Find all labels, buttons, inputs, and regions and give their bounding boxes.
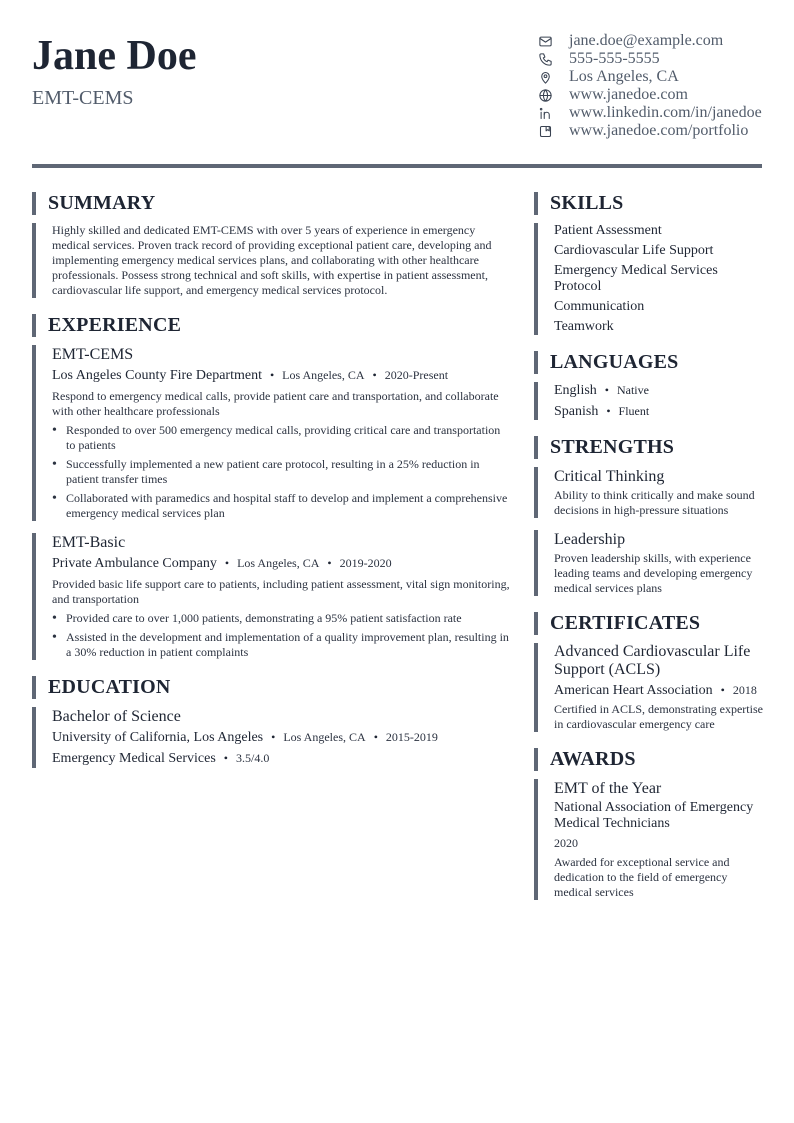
education-heading: EDUCATION bbox=[32, 676, 512, 699]
award-year: 2020 bbox=[554, 836, 578, 850]
certificate-meta-line: American Heart Association • 2018 bbox=[554, 683, 757, 698]
list-item: • Successfully implemented a new patient care protocol, resulting in a 25% reduction in patient transfer times bbox=[52, 457, 512, 487]
education-entry bbox=[32, 707, 512, 768]
strength-title: Critical Thinking bbox=[554, 468, 665, 485]
certificate-text: Certified in ACLS, demonstrating expertise in cardiovascular emergency care bbox=[554, 702, 763, 731]
job-company: Private Ambulance Company bbox=[52, 556, 217, 571]
education-field: Emergency Medical Services bbox=[52, 751, 216, 766]
certificates-heading: CERTIFICATES bbox=[534, 612, 766, 635]
summary-text: Highly skilled and dedicated EMT-CEMS with over 5 years of experience in emergency medical services. Proven track record of providing exceptional patient care, developing and implementing emergency medical services plans, and collaborating with other healthcare professionals. Possess strong technical and soft skills, with expertise in patient assessment, cardiovascular life support, and emergency medical services protocol. bbox=[52, 223, 492, 297]
candidate-role: EMT-CEMS bbox=[32, 87, 134, 109]
education-location: Los Angeles, CA bbox=[283, 730, 366, 744]
job-title: EMT-Basic bbox=[52, 534, 126, 551]
contact-website[interactable] bbox=[536, 86, 776, 104]
strength-entry bbox=[534, 467, 766, 518]
education-field-line: Emergency Medical Services • 3.5/4.0 bbox=[52, 751, 270, 766]
summary-section bbox=[32, 192, 512, 298]
list-item: • Assisted in the development and implementation of a quality improvement plan, resulting in a 30% reduction in patient complaints bbox=[52, 630, 512, 660]
globe-icon bbox=[536, 86, 554, 104]
education-meta-line: University of California, Los Angeles • Los Angeles, CA • 2015-2019 bbox=[52, 730, 438, 745]
strength-text: Ability to think critically and make sound decisions in high-pressure situations bbox=[554, 488, 755, 517]
languages-section bbox=[534, 351, 766, 420]
contact-location bbox=[536, 68, 776, 86]
job-achievements bbox=[52, 611, 512, 660]
summary-body bbox=[32, 223, 512, 298]
job-description: Provided basic life support care to patients, including patient assessment, vital sign monitoring, and transportation bbox=[52, 577, 510, 606]
skills-section bbox=[534, 192, 766, 335]
list-item: Emergency Medical Services Protocol bbox=[554, 263, 718, 294]
languages-list bbox=[534, 382, 766, 420]
education-dates: 2015-2019 bbox=[385, 730, 438, 744]
language-name: Spanish bbox=[554, 404, 599, 419]
linkedin-icon bbox=[536, 104, 554, 122]
list-item: • Provided care to over 1,000 patients, demonstrating a 95% patient satisfaction rate bbox=[52, 611, 512, 626]
contact-phone[interactable] bbox=[536, 50, 776, 68]
strength-title: Leadership bbox=[554, 531, 626, 548]
education-section bbox=[32, 676, 512, 768]
left-column bbox=[32, 192, 512, 768]
contact-phone-text: 555-555-5555 bbox=[569, 50, 660, 67]
job-entry bbox=[32, 345, 512, 521]
contact-linkedin[interactable] bbox=[536, 104, 776, 122]
location-pin-icon bbox=[536, 68, 554, 86]
job-entry bbox=[32, 533, 512, 660]
skills-list bbox=[534, 223, 766, 335]
experience-section bbox=[32, 314, 512, 660]
job-achievements bbox=[52, 423, 512, 521]
job-meta-line: Los Angeles County Fire Department • Los Angeles, CA • 2020-Present bbox=[52, 368, 449, 383]
certificate-entry bbox=[534, 643, 766, 732]
certificate-issuer: American Heart Association bbox=[554, 683, 713, 698]
job-location: Los Angeles, CA bbox=[282, 368, 365, 382]
award-issuer: National Association of Emergency Medical Technicians bbox=[554, 800, 754, 831]
awards-heading: AWARDS bbox=[534, 748, 766, 771]
award-entry bbox=[534, 779, 766, 900]
job-title: EMT-CEMS bbox=[52, 346, 134, 363]
job-location: Los Angeles, CA bbox=[237, 556, 320, 570]
list-item: Communication bbox=[554, 299, 645, 314]
award-name: EMT of the Year bbox=[554, 780, 662, 797]
contact-list bbox=[536, 32, 776, 140]
job-description: Respond to emergency medical calls, provide patient care and transportation, and collaborate with other healthcare professionals bbox=[52, 389, 499, 418]
portfolio-icon bbox=[536, 122, 554, 140]
mail-icon bbox=[536, 32, 554, 50]
language-item: Spanish • Fluent bbox=[554, 404, 650, 419]
certificate-year: 2018 bbox=[732, 683, 757, 697]
strengths-heading: STRENGTHS bbox=[534, 436, 766, 459]
strengths-section bbox=[534, 436, 766, 596]
contact-location-text: Los Angeles, CA bbox=[569, 68, 679, 85]
certificate-name: Advanced Cardiovascular Life Support (ACLS) bbox=[554, 643, 751, 678]
strength-text: Proven leadership skills, with experience leading teams and developing emergency medical services plans bbox=[554, 551, 753, 595]
experience-heading: EXPERIENCE bbox=[32, 314, 512, 337]
language-item: English • Native bbox=[554, 383, 649, 398]
award-text: Awarded for exceptional service and dedication to the field of emergency medical services bbox=[554, 855, 730, 899]
contact-email[interactable] bbox=[536, 32, 776, 50]
education-school: University of California, Los Angeles bbox=[52, 730, 264, 745]
contact-portfolio[interactable] bbox=[536, 122, 776, 140]
awards-section bbox=[534, 748, 766, 900]
strength-entry bbox=[534, 530, 766, 596]
contact-website-text: www.janedoe.com bbox=[569, 86, 688, 103]
summary-heading: SUMMARY bbox=[32, 192, 512, 215]
language-name: English bbox=[554, 383, 597, 398]
job-meta-line: Private Ambulance Company • Los Angeles, CA • 2019-2020 bbox=[52, 556, 392, 571]
candidate-name: Jane Doe bbox=[32, 33, 197, 79]
list-item: • Responded to over 500 emergency medical calls, providing critical care and transportation to patients bbox=[52, 423, 512, 453]
language-level: Fluent bbox=[618, 404, 650, 418]
certificates-section bbox=[534, 612, 766, 732]
contact-portfolio-text: www.janedoe.com/portfolio bbox=[569, 122, 749, 139]
contact-email-text: jane.doe@example.com bbox=[569, 32, 724, 49]
resume-header bbox=[32, 0, 762, 168]
phone-icon bbox=[536, 50, 554, 68]
education-degree: Bachelor of Science bbox=[52, 708, 181, 725]
job-dates: 2020-Present bbox=[384, 368, 449, 382]
list-item: Cardiovascular Life Support bbox=[554, 243, 714, 258]
list-item: • Collaborated with paramedics and hospital staff to develop and implement a comprehensive emergency medical services plan bbox=[52, 491, 512, 521]
job-company: Los Angeles County Fire Department bbox=[52, 368, 262, 383]
skills-heading: SKILLS bbox=[534, 192, 766, 215]
languages-heading: LANGUAGES bbox=[534, 351, 766, 374]
right-column bbox=[534, 192, 766, 900]
list-item: Teamwork bbox=[554, 319, 614, 334]
contact-linkedin-text: www.linkedin.com/in/janedoe bbox=[569, 104, 762, 121]
job-dates: 2019-2020 bbox=[339, 556, 392, 570]
header-divider bbox=[32, 164, 762, 168]
education-gpa: 3.5/4.0 bbox=[236, 751, 270, 765]
list-item: Patient Assessment bbox=[554, 223, 662, 238]
language-level: Native bbox=[616, 383, 649, 397]
